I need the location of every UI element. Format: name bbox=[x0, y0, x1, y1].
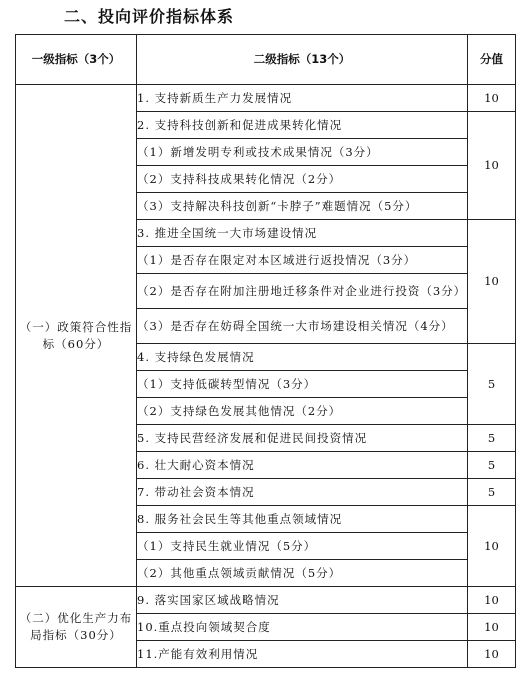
indicator-subitem: （1）支持民生就业情况（5分） bbox=[137, 533, 468, 560]
level1-cell-layout: （二）优化生产力布局指标（30分） bbox=[16, 587, 137, 668]
section-heading: 二、投向评价指标体系 bbox=[64, 7, 235, 26]
score-cell: 10 bbox=[468, 112, 516, 220]
indicator-item: 2. 支持科技创新和促进成果转化情况 bbox=[137, 112, 468, 139]
score-cell: 5 bbox=[468, 452, 516, 479]
table-header-row bbox=[16, 35, 516, 85]
header-level1: 一级指标（3个） bbox=[16, 35, 137, 85]
indicator-subitem: （3）支持解决科技创新“卡脖子”难题情况（5分） bbox=[137, 193, 468, 220]
indicator-item: 11.产能有效利用情况 bbox=[137, 641, 468, 668]
indicator-subitem: （3）是否存在妨碍全国统一大市场建设相关情况（4分） bbox=[137, 309, 468, 344]
indicator-item: 8. 服务社会民生等其他重点领域情况 bbox=[137, 506, 468, 533]
table-row bbox=[16, 85, 516, 112]
score-cell: 5 bbox=[468, 479, 516, 506]
indicator-item: 3. 推进全国统一大市场建设情况 bbox=[137, 220, 468, 247]
score-cell: 10 bbox=[468, 614, 516, 641]
score-cell: 5 bbox=[468, 425, 516, 452]
indicator-subitem: （1）是否存在限定对本区域进行返投情况（3分） bbox=[137, 247, 468, 274]
evaluation-index-table bbox=[15, 34, 516, 668]
score-cell: 10 bbox=[468, 506, 516, 587]
indicator-subitem: （1）支持低碳转型情况（3分） bbox=[137, 371, 468, 398]
score-cell: 5 bbox=[468, 344, 516, 425]
indicator-subitem: （2）其他重点领域贡献情况（5分） bbox=[137, 560, 468, 587]
indicator-item: 10.重点投向领域契合度 bbox=[137, 614, 468, 641]
indicator-subitem: （1）新增发明专利或技术成果情况（3分） bbox=[137, 139, 468, 166]
indicator-subitem: （2）是否存在附加注册地迁移条件对企业进行投资（3分） bbox=[137, 274, 468, 309]
header-score: 分值 bbox=[468, 35, 516, 85]
indicator-item: 5. 支持民营经济发展和促进民间投资情况 bbox=[137, 425, 468, 452]
indicator-item: 7. 带动社会资本情况 bbox=[137, 479, 468, 506]
score-cell: 10 bbox=[468, 220, 516, 344]
indicator-subitem: （2）支持绿色发展其他情况（2分） bbox=[137, 398, 468, 425]
indicator-item: 6. 壮大耐心资本情况 bbox=[137, 452, 468, 479]
score-cell: 10 bbox=[468, 641, 516, 668]
table-row bbox=[16, 587, 516, 614]
indicator-item: 9. 落实国家区域战略情况 bbox=[137, 587, 468, 614]
level1-cell-policy: （一）政策符合性指标（60分） bbox=[16, 85, 137, 587]
header-level2: 二级指标（13个） bbox=[137, 35, 468, 85]
indicator-item: 1. 支持新质生产力发展情况 bbox=[137, 85, 468, 112]
indicator-item: 4. 支持绿色发展情况 bbox=[137, 344, 468, 371]
score-cell: 10 bbox=[468, 587, 516, 614]
indicator-subitem: （2）支持科技成果转化情况（2分） bbox=[137, 166, 468, 193]
score-cell: 10 bbox=[468, 85, 516, 112]
